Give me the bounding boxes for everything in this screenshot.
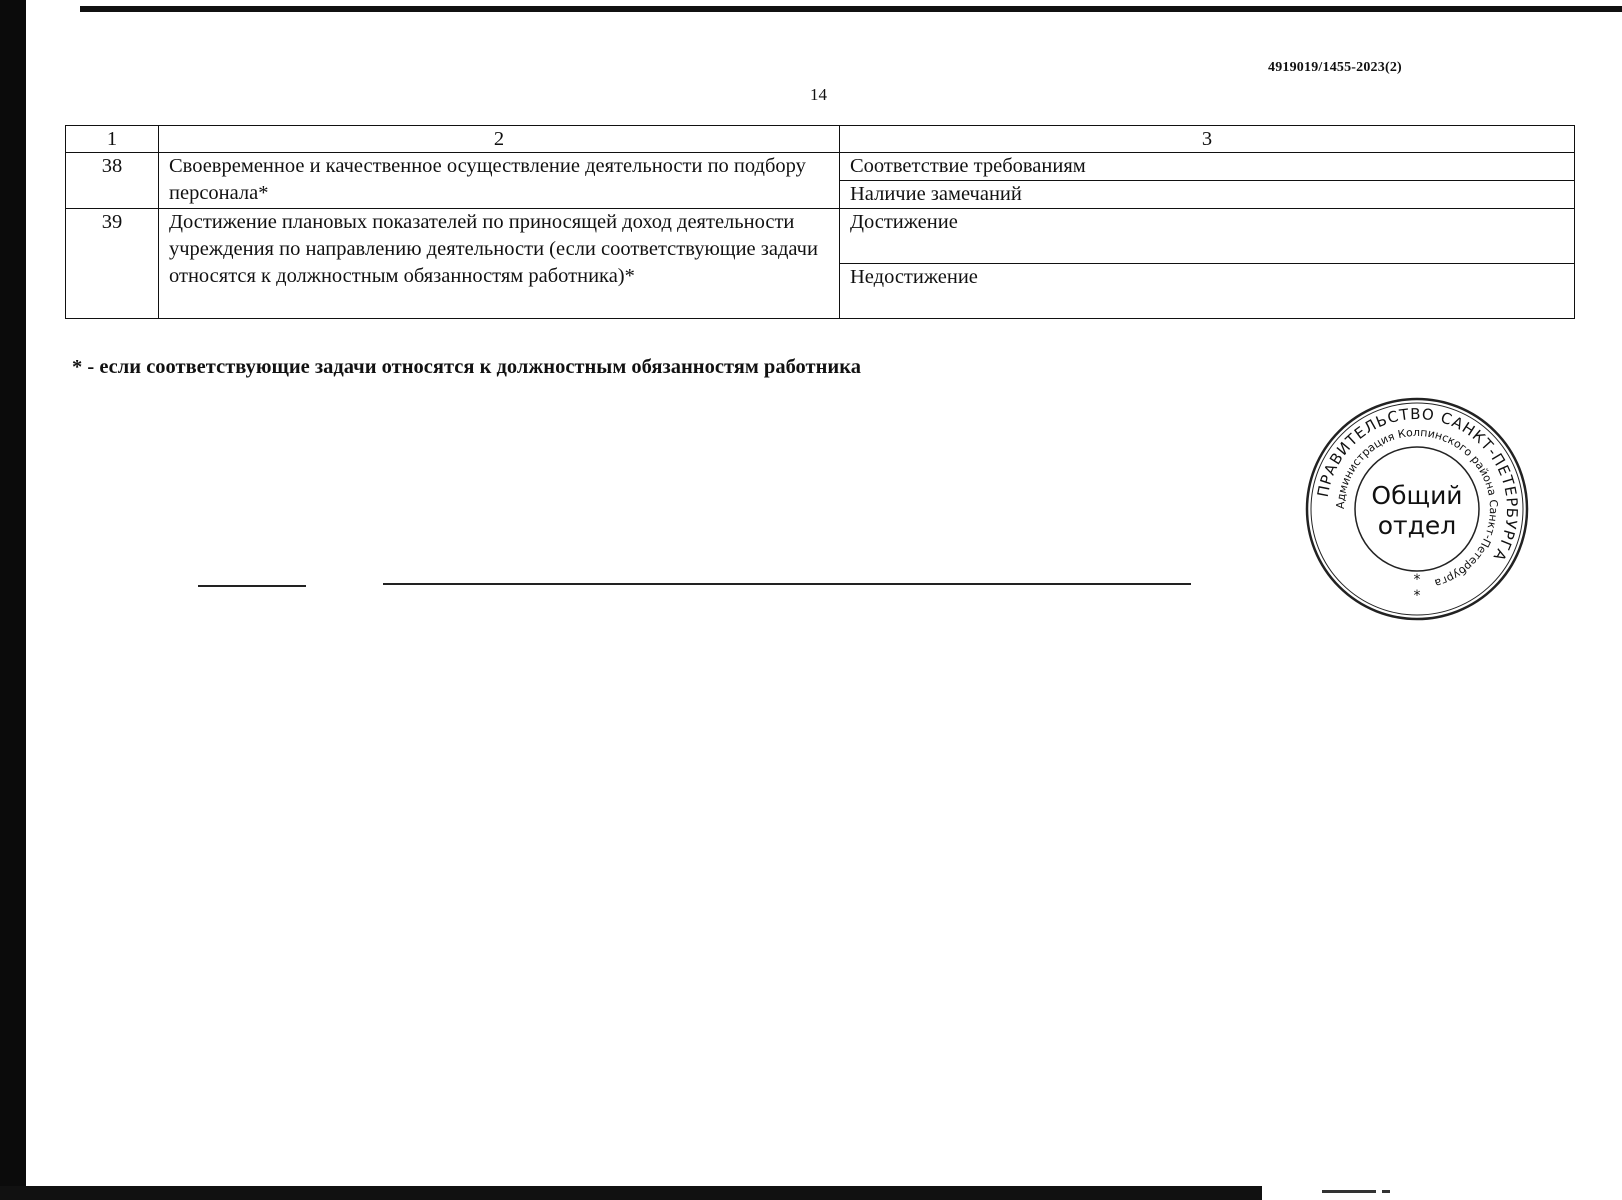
signature-line-short (198, 585, 306, 587)
page-number: 14 (810, 85, 827, 104)
official-stamp (1304, 396, 1530, 622)
stamp-outer-text: ПРАВИТЕЛЬСТВО САНКТ-ПЕТЕРБУРГА (1313, 404, 1522, 565)
stamp-center-line-1: Общий (1371, 481, 1463, 510)
signature-line-long (383, 583, 1191, 585)
scan-bottom-border (0, 1186, 1262, 1200)
stamp-star-icon: * (1413, 588, 1421, 604)
header-col-3: 3 (840, 126, 1575, 153)
header-col-2: 2 (159, 126, 840, 153)
row-description: Достижение плановых показателей по приносящей доход деятельности учреждения по направлению деятельности (если соответствующие задачи относятся к должностным обязанностям работника)* (159, 209, 840, 319)
stamp-inner-text: Администрация Колпинского района Санкт-Петербурга (1333, 425, 1501, 590)
stamp-center-line-2: отдел (1377, 511, 1457, 540)
table-header-row (66, 126, 1575, 153)
table-row (66, 153, 1575, 181)
row-value: Наличие замечаний (840, 181, 1575, 209)
scan-left-border (0, 0, 26, 1200)
scan-top-border (80, 6, 1622, 12)
row-description: Своевременное и качественное осуществление деятельности по подбору персонала* (159, 153, 840, 209)
table-row (66, 209, 1575, 264)
row-number: 39 (66, 209, 159, 319)
row-number: 38 (66, 153, 159, 209)
document-code: 4919019/1455-2023(2) (1268, 60, 1402, 75)
scan-bottom-dot (1382, 1190, 1390, 1193)
criteria-table (65, 125, 1575, 319)
row-value: Недостижение (840, 264, 1575, 319)
footnote: * - если соответствующие задачи относятся к должностным обязанностям работника (72, 356, 861, 378)
row-value: Соответствие требованиям (840, 153, 1575, 181)
row-value: Достижение (840, 209, 1575, 264)
header-col-1: 1 (66, 126, 159, 153)
stamp-star-icon: * (1413, 572, 1421, 588)
scan-bottom-dash (1322, 1190, 1376, 1193)
